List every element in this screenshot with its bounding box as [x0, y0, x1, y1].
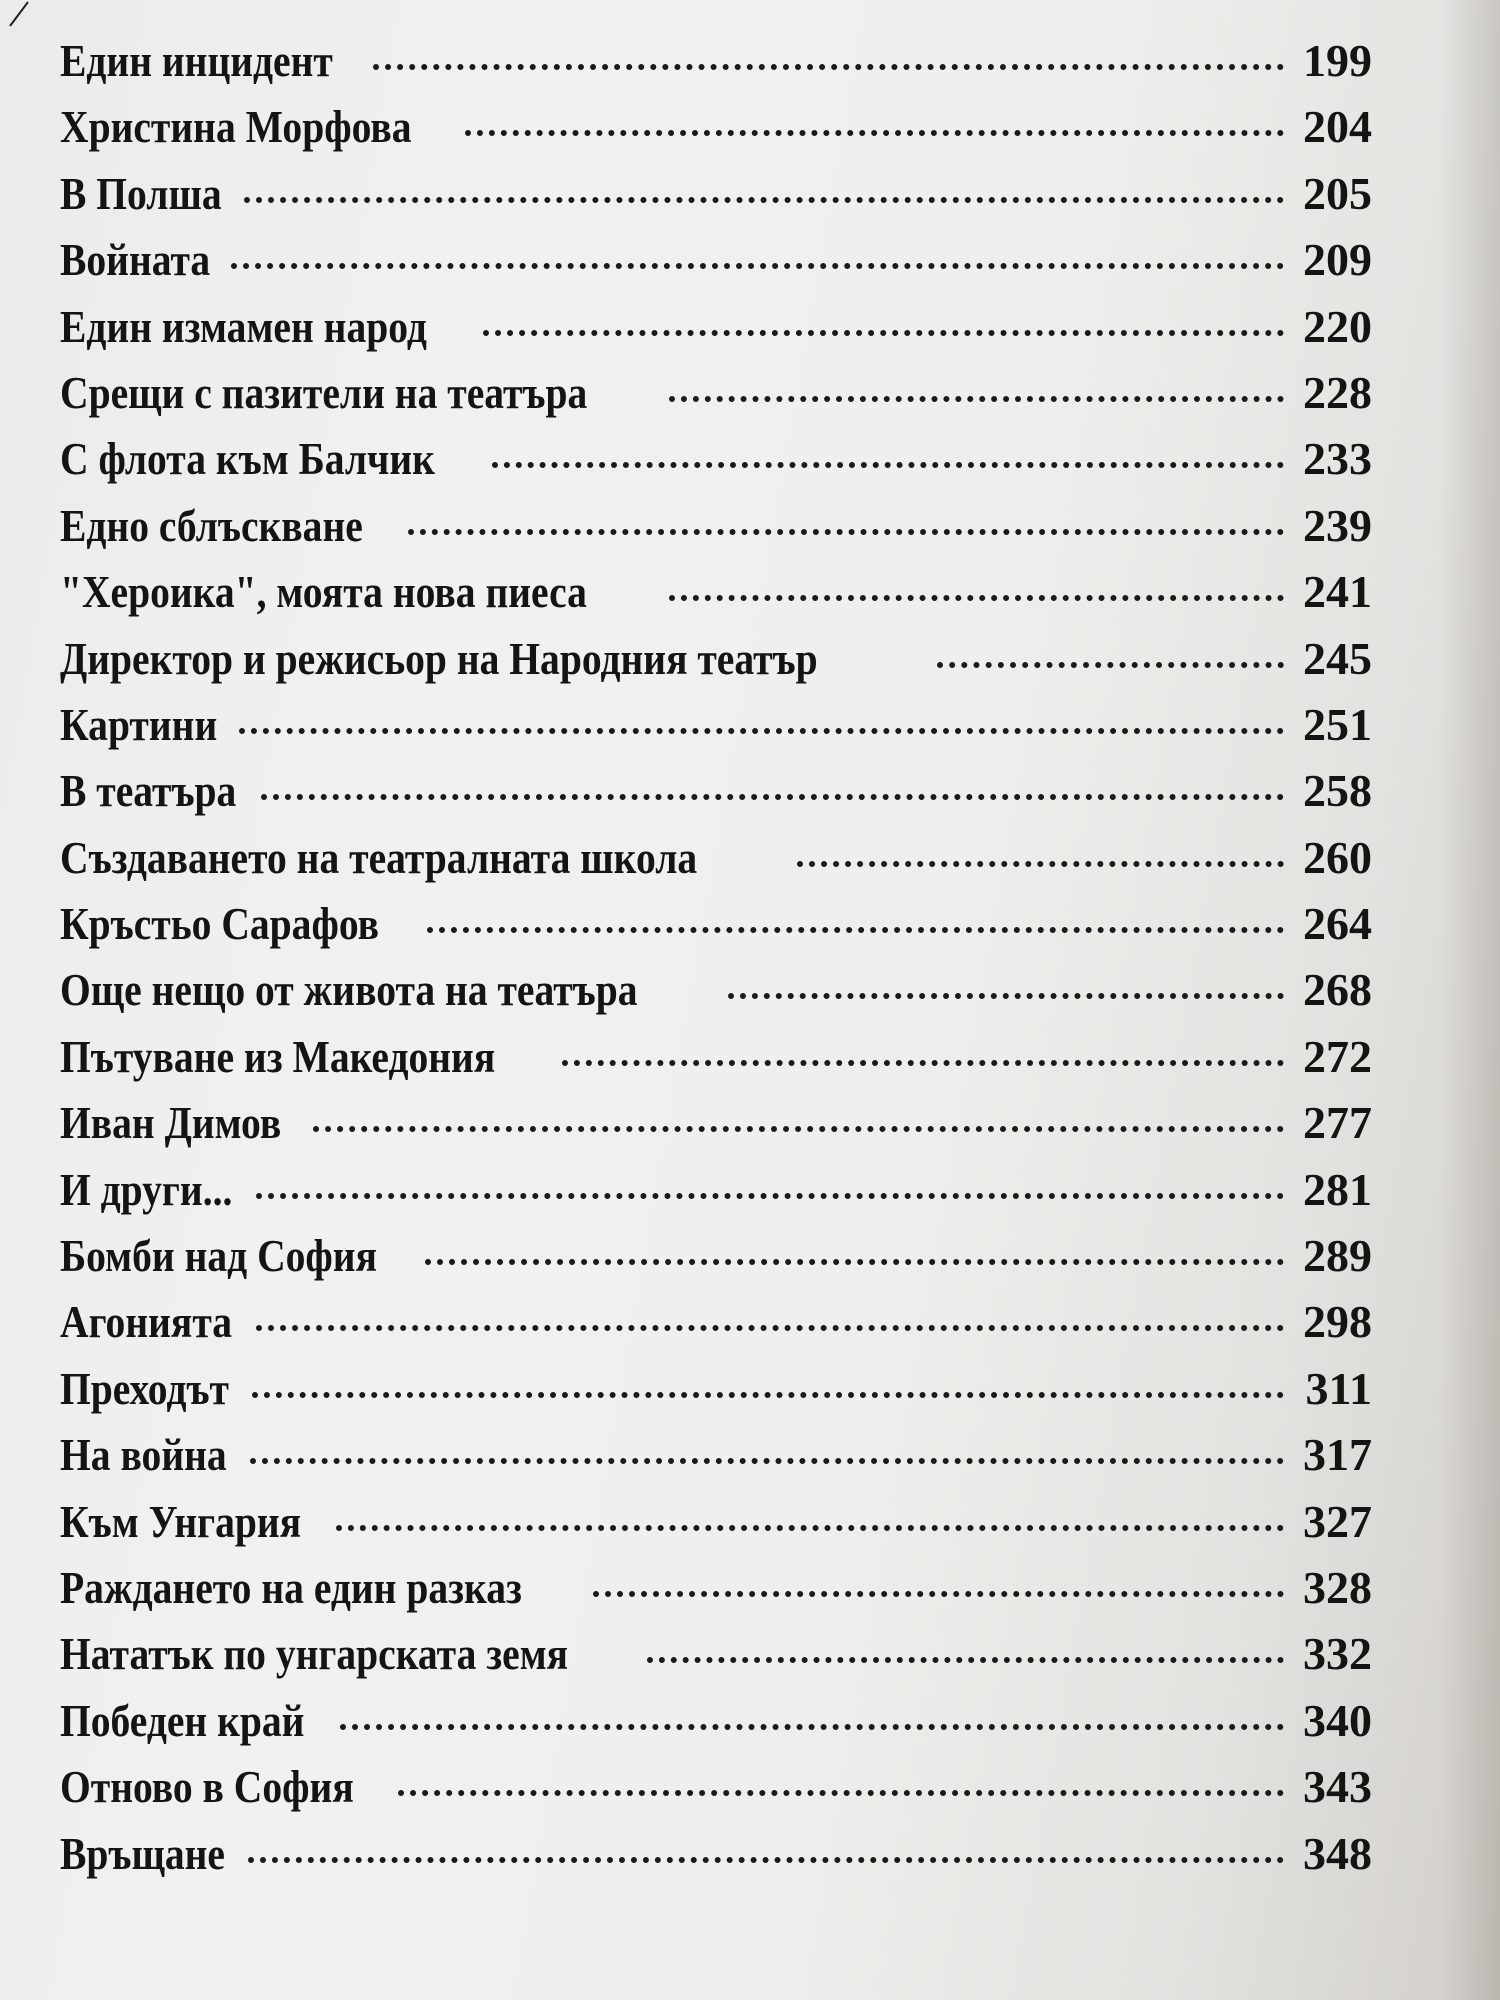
toc-entry	[60, 897, 1372, 963]
dot-leader	[425, 1259, 1284, 1265]
table-of-contents	[60, 34, 1372, 1893]
toc-entry-page-number: 258	[1303, 765, 1372, 817]
toc-entry-title: Христина Морфова	[60, 101, 412, 153]
toc-entry	[60, 1163, 1372, 1229]
dot-leader	[728, 993, 1284, 999]
toc-entry-page-number: 220	[1303, 300, 1372, 352]
toc-entry-title: Победен край	[60, 1694, 305, 1746]
toc-entry-title: И други...	[60, 1163, 233, 1215]
toc-entry-title: Едно сблъскване	[60, 499, 363, 551]
dot-leader	[250, 1458, 1284, 1464]
toc-entry-title: Един измамен народ	[60, 300, 427, 352]
toc-entry-title: Създаването на театралната школа	[60, 831, 698, 883]
toc-entry	[60, 34, 1372, 100]
page-curve-shadow	[1440, 0, 1500, 2000]
toc-entry	[60, 1096, 1372, 1162]
toc-entry-page-number: 311	[1305, 1362, 1372, 1414]
toc-entry-page-number: 328	[1303, 1561, 1372, 1613]
toc-entry	[60, 366, 1372, 432]
toc-entry	[60, 963, 1372, 1029]
dot-leader	[231, 263, 1284, 269]
toc-entry	[60, 1694, 1372, 1760]
toc-entry-page-number: 241	[1303, 566, 1372, 618]
toc-entry-page-number: 268	[1303, 964, 1372, 1016]
dot-leader	[483, 330, 1284, 336]
dot-leader	[593, 1591, 1284, 1597]
toc-entry-page-number: 340	[1303, 1694, 1372, 1746]
toc-entry-title: Раждането на един разказ	[60, 1561, 522, 1613]
dot-leader	[248, 1857, 1284, 1863]
dot-leader	[261, 794, 1284, 800]
toc-entry-title: Бомби над София	[60, 1230, 377, 1282]
toc-entry	[60, 1030, 1372, 1096]
dot-leader	[427, 927, 1284, 933]
toc-entry-title: Един инцидент	[60, 35, 333, 86]
toc-entry-title: Агонията	[60, 1296, 233, 1348]
dot-leader	[408, 529, 1284, 535]
toc-entry	[60, 698, 1372, 764]
toc-entry	[60, 1760, 1372, 1826]
dot-leader	[256, 1325, 1284, 1331]
toc-entry-page-number: 245	[1303, 632, 1372, 684]
toc-entry-title: Иван Димов	[60, 1097, 282, 1149]
toc-entry-page-number: 260	[1303, 831, 1372, 883]
toc-entry-page-number: 289	[1303, 1230, 1372, 1282]
toc-entry-page-number: 272	[1303, 1030, 1372, 1082]
dot-leader	[562, 1060, 1284, 1066]
toc-entry	[60, 432, 1372, 498]
toc-entry-page-number: 298	[1303, 1296, 1372, 1348]
toc-entry-title: В Полша	[60, 167, 222, 219]
toc-entry-title: В театъра	[60, 765, 237, 817]
toc-entry	[60, 499, 1372, 565]
toc-entry-page-number: 277	[1303, 1097, 1372, 1149]
toc-entry-page-number: 251	[1303, 698, 1372, 750]
toc-entry	[60, 1627, 1372, 1693]
toc-entry-title: "Хероика", моята нова пиеса	[60, 566, 587, 618]
pencil-mark	[6, 0, 32, 28]
toc-entry-title: С флота към Балчик	[60, 433, 435, 485]
toc-entry-title: Кръстьо Сарафов	[60, 898, 379, 950]
toc-entry	[60, 300, 1372, 366]
toc-entry	[60, 831, 1372, 897]
toc-entry	[60, 1428, 1372, 1494]
toc-entry	[60, 1362, 1372, 1428]
toc-entry	[60, 167, 1372, 233]
toc-entry-page-number: 209	[1303, 234, 1372, 286]
dot-leader	[937, 662, 1284, 668]
toc-entry-page-number: 343	[1303, 1761, 1372, 1813]
toc-entry	[60, 1229, 1372, 1295]
dot-leader	[373, 64, 1284, 70]
toc-entry-page-number: 233	[1303, 433, 1372, 485]
toc-entry-title: Връщане	[60, 1827, 225, 1879]
dot-leader	[465, 130, 1284, 136]
toc-entry-page-number: 204	[1303, 101, 1372, 153]
toc-entry-page-number: 228	[1303, 366, 1372, 418]
toc-entry-title: Към Унгария	[60, 1495, 302, 1547]
dot-leader	[239, 728, 1284, 734]
toc-entry-title: Пътуване из Македония	[60, 1030, 496, 1082]
toc-entry-title: Картини	[60, 698, 218, 750]
toc-entry	[60, 233, 1372, 299]
toc-entry-page-number: 199	[1303, 35, 1372, 86]
toc-entry-page-number: 281	[1303, 1163, 1372, 1215]
dot-leader	[492, 462, 1284, 468]
toc-entry-title: На война	[60, 1429, 227, 1481]
dot-leader	[313, 1126, 1284, 1132]
toc-entry	[60, 1827, 1372, 1893]
toc-entry-page-number: 317	[1303, 1429, 1372, 1481]
toc-entry	[60, 764, 1372, 830]
toc-entry-title: Войната	[60, 234, 211, 286]
dot-leader	[256, 1193, 1284, 1199]
toc-entry	[60, 1495, 1372, 1561]
toc-entry-title: Още нещо от живота на театъра	[60, 964, 638, 1016]
dot-leader	[244, 197, 1284, 203]
toc-entry	[60, 1295, 1372, 1361]
toc-entry-title: Директор и режисьор на Народния театър	[60, 632, 818, 684]
dot-leader	[669, 595, 1284, 601]
toc-entry	[60, 565, 1372, 631]
toc-entry-title: Преходът	[60, 1362, 229, 1414]
toc-entry-page-number: 327	[1303, 1495, 1372, 1547]
dot-leader	[669, 396, 1284, 402]
toc-entry	[60, 632, 1372, 698]
toc-entry	[60, 100, 1372, 166]
dot-leader	[252, 1392, 1284, 1398]
toc-entry-title: Отново в София	[60, 1761, 354, 1813]
toc-entry	[60, 1561, 1372, 1627]
dot-leader	[340, 1724, 1284, 1730]
toc-entry-page-number: 239	[1303, 499, 1372, 551]
dot-leader	[797, 861, 1284, 867]
dot-leader	[398, 1790, 1284, 1796]
dot-leader	[336, 1525, 1284, 1531]
toc-entry-page-number: 205	[1303, 167, 1372, 219]
toc-entry-title: Нататък по унгарската земя	[60, 1628, 569, 1680]
toc-entry-page-number: 332	[1303, 1628, 1372, 1680]
toc-entry-page-number: 348	[1303, 1827, 1372, 1879]
dot-leader	[647, 1657, 1284, 1663]
toc-entry-title: Срещи с пазители на театъра	[60, 366, 588, 418]
toc-entry-page-number: 264	[1303, 898, 1372, 950]
